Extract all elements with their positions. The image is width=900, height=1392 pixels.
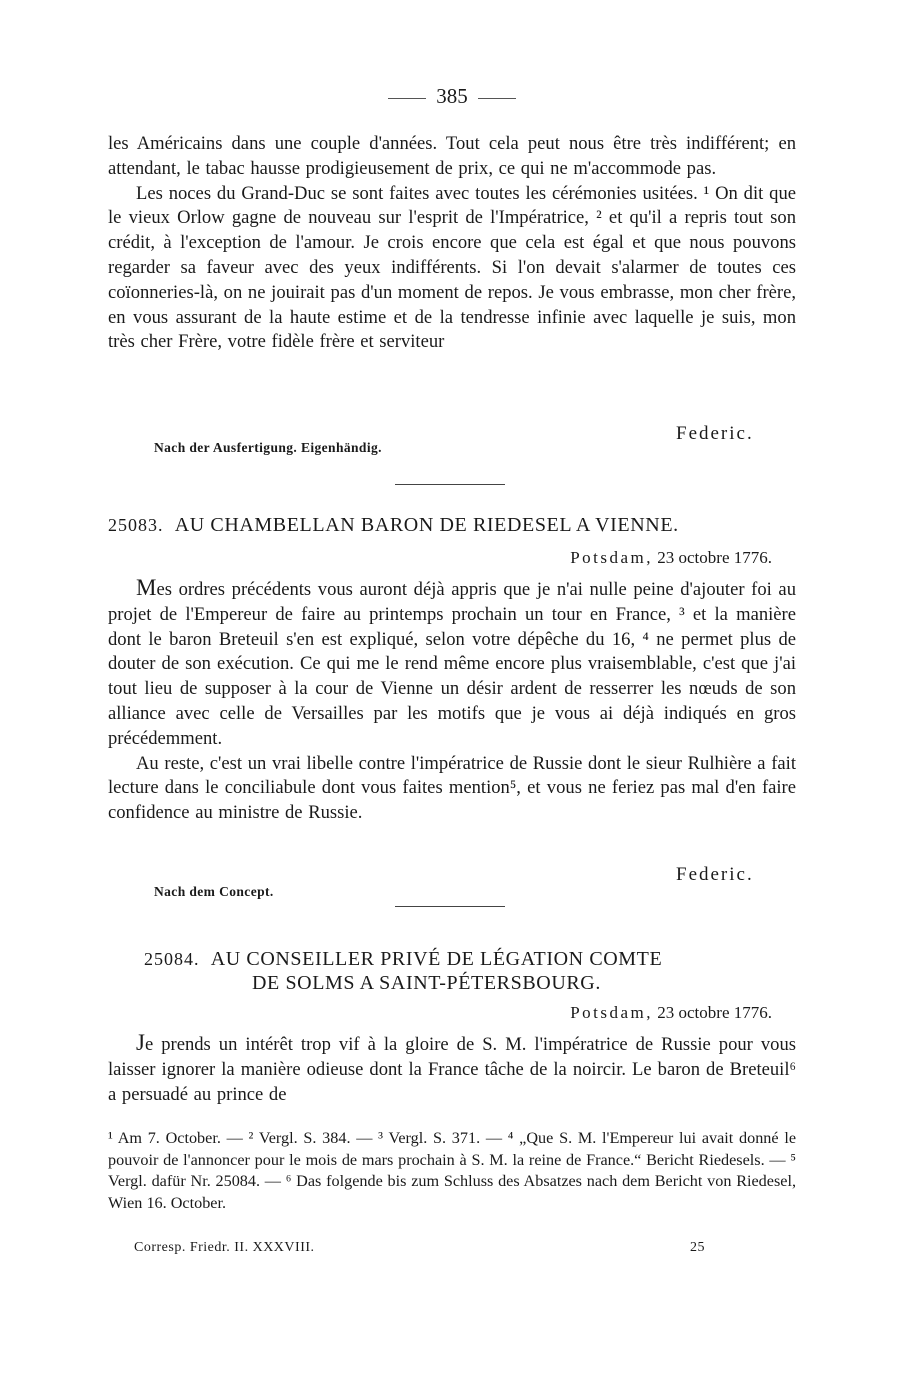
letter-number: 25084.: [144, 949, 200, 969]
signature: Federic.: [676, 423, 754, 444]
paragraph: Au reste, c'est un vrai libelle contre l'impératrice de Russie dont le sieur Rulhière a fait lecture dans le conciliabule dont vous faites mention⁵, et vous ne feriez pas mal d'en faire confidence au ministre de Russie.: [108, 752, 796, 824]
paragraph: Les noces du Grand-Duc se sont faites avec toutes les cérémonies usitées. ¹ On dit que le vieux Orlow gagne de nouveau sur l'esprit de l'Impératrice, ² et qu'il a repris tout son crédit, à l'exception de l'amour. Je crois encore que cela est égal et que nous pouvons regarder sa faveur avec des yeux indifférents. Si l'on devait s'alarmer de toutes ces coïonneries-là, on ne jouirait pas d'un moment de repos. Je vous embrasse, mon cher frère, en vous assurant de la haute estime et de la tendresse infinie avec laquelle je suis, mon très cher Frère, votre fidèle frère et serviteur: [108, 182, 796, 353]
letter-body: [108, 576, 796, 826]
letter-title: AU CONSEILLER PRIVÉ DE LÉGATION COMTE: [210, 948, 663, 970]
signature: Federic.: [676, 864, 754, 885]
page-number: 385: [436, 84, 468, 108]
header-dash-left: [388, 98, 426, 99]
section-divider: [395, 906, 505, 907]
source-note: Nach dem Concept.: [154, 884, 274, 899]
paragraph: [108, 576, 796, 752]
paragraph: [108, 1031, 796, 1107]
section-divider: [395, 484, 505, 485]
footer-signature-mark: 25: [690, 1240, 705, 1255]
dateline-place: Potsdam,: [570, 1003, 654, 1022]
dateline-date: 23 octobre 1776.: [657, 548, 772, 567]
footer-left: Corresp. Friedr. II. XXXVIII.: [134, 1240, 315, 1255]
dateline: [570, 548, 772, 568]
header-dash-right: [478, 98, 516, 99]
letter-title: AU CHAMBELLAN BARON DE RIEDESEL A VIENNE.: [174, 514, 679, 536]
letter-number: 25083.: [108, 515, 164, 535]
paragraph-text: e prends un intérêt trop vif à la gloire de S. M. l'impératrice de Russie pour vous laisser ignorer la manière odieuse dont la France tâche de la noircir. Le baron de Breteuil⁶ a persuadé au prince de: [108, 1034, 796, 1105]
paragraph-text: es ordres précédents vous auront déjà appris que je n'ai nulle peine d'ajouter foi au projet de l'Empereur de faire au printemps prochain un tour en France, ³ et la manière dont le baron Breteuil s'en est expliqué, selon votre dépêche du 16, ⁴ ne permet plus de douter de son exécution. Ce qui me le rend même encore plus vraisemblable, c'est que j'ai tout lieu de supposer à la cour de Vienne un désir ardent de resserrer les nœuds de son alliance avec celle de Versailles par les motifs que je vous ai déjà indiqués en gros précédemment.: [108, 579, 796, 749]
letter-heading: [144, 948, 662, 971]
dateline: [570, 1003, 772, 1023]
page-header: [108, 84, 796, 109]
dateline-place: Potsdam,: [570, 548, 654, 567]
source-note: Nach der Ausfertigung. Eigenhändig.: [154, 440, 382, 455]
paragraph: les Américains dans une couple d'années. Tout cela peut nous être très indifférent; en attendant, le tabac hausse prodigieusement de prix, ce qui ne m'accommode pas.: [108, 133, 796, 179]
initial-letter: J: [136, 1030, 145, 1055]
letter-body: [108, 1031, 796, 1107]
letter-title-line2: DE SOLMS A SAINT-PÉTERSBOURG.: [252, 972, 601, 994]
dateline-date: 23 octobre 1776.: [657, 1003, 772, 1022]
letter-heading: [108, 514, 679, 537]
continuation-text: [108, 132, 796, 355]
footnotes: ¹ Am 7. October. — ² Vergl. S. 384. — ³ Vergl. S. 371. — ⁴ „Que S. M. l'Empereur lui avait donné le pouvoir de l'annoncer pour le mois de mars prochain à S. M. la reine de France.“ Bericht Riedesels. — ⁵ Vergl. dafür Nr. 25084. — ⁶ Das folgende bis zum Schluss des Absatzes nach dem Bericht von Riedesel, Wien 16. October.: [108, 1129, 796, 1212]
initial-letter: M: [136, 575, 157, 600]
